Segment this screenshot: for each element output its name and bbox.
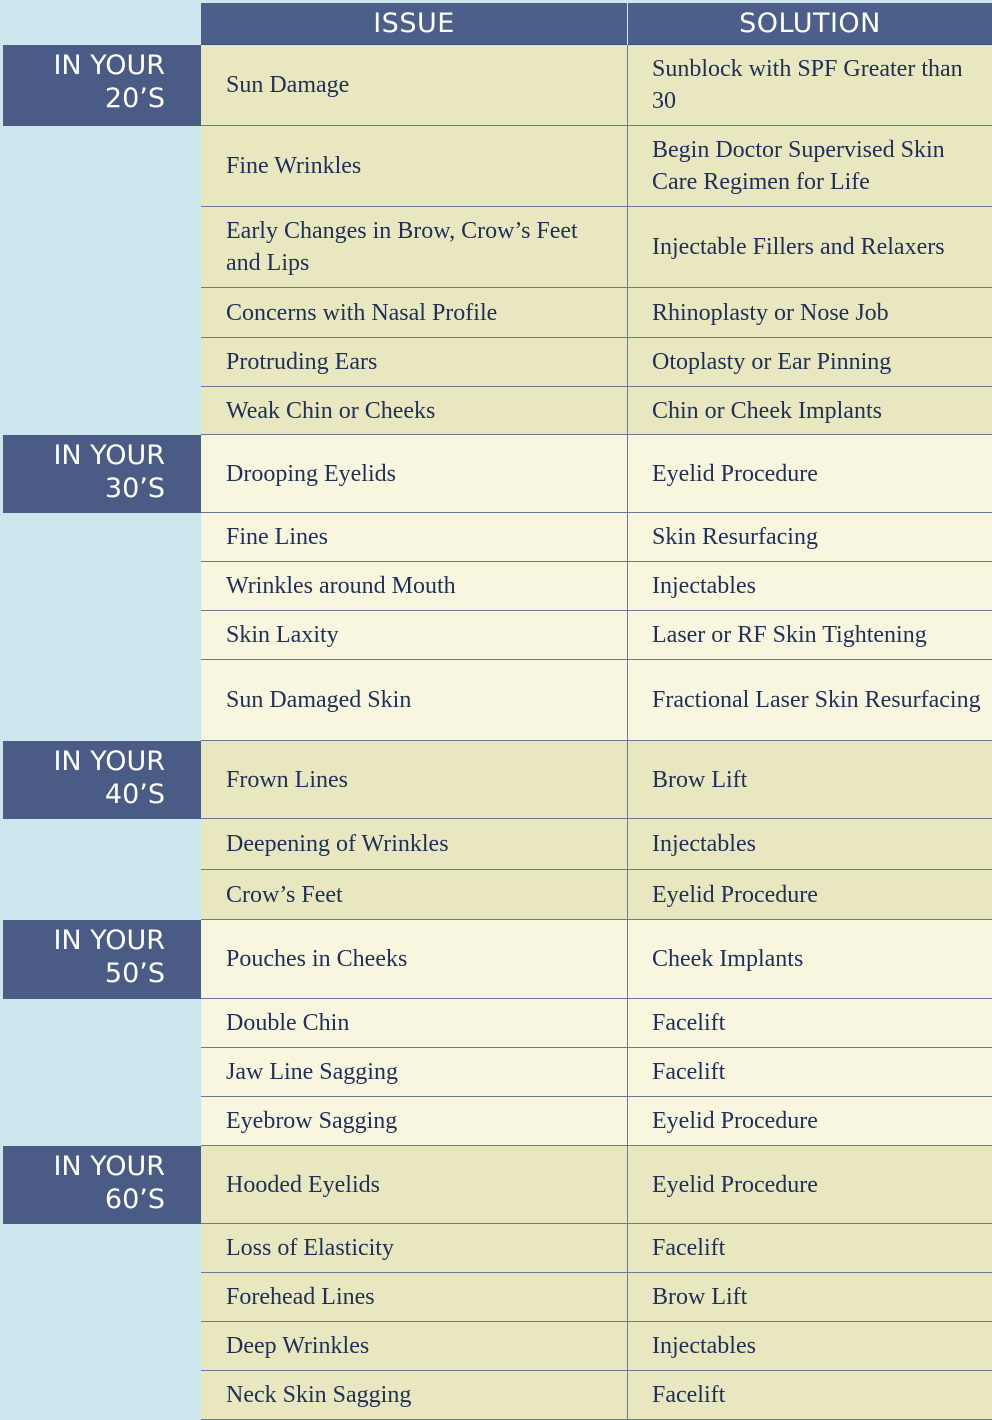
solution-cell: Injectables <box>652 1333 756 1359</box>
issue-cell: Hooded Eyelids <box>201 1146 628 1223</box>
solution-cell: Begin Doctor Supervised Skin Care Regimen for Life <box>652 137 945 195</box>
issue-cell: Sun Damaged Skin <box>201 660 628 740</box>
issue-cell: Forehead Lines <box>201 1273 628 1321</box>
issue-column-header: ISSUE <box>201 3 627 45</box>
table-row <box>201 660 992 741</box>
solution-cell: Eyelid Procedure <box>652 460 818 487</box>
age-group-label <box>3 920 201 999</box>
issue-cell: Sun Damage <box>201 45 628 125</box>
issue-cell: Protruding Ears <box>201 338 628 386</box>
solution-cell: Injectables <box>652 831 756 857</box>
issue-cell: Loss of Elasticity <box>201 1224 628 1272</box>
issue-cell: Pouches in Cheeks <box>201 920 628 998</box>
solution-cell: Eyelid Procedure <box>652 1108 818 1134</box>
solution-cell: Otoplasty or Ear Pinning <box>652 349 892 375</box>
age-group-line1: IN YOUR <box>53 746 165 777</box>
issue-cell: Fine Lines <box>201 513 628 561</box>
age-group-line2: 20’S <box>104 83 165 114</box>
table-row <box>201 819 992 870</box>
table-row <box>201 999 992 1048</box>
table-row <box>201 611 992 660</box>
solution-cell: Chin or Cheek Implants <box>652 397 882 424</box>
issue-cell: Skin Laxity <box>201 611 628 659</box>
solution-cell: Injectable Fillers and Relaxers <box>652 234 945 260</box>
solution-cell: Injectables <box>652 573 756 599</box>
table-row <box>201 207 992 288</box>
solution-cell: Fractional Laser Skin Resurfacing <box>652 687 981 713</box>
solution-cell: Skin Resurfacing <box>652 524 818 550</box>
age-group-line2: 60’S <box>104 1184 165 1215</box>
issue-cell: Crow’s Feet <box>201 870 628 919</box>
table-row <box>201 1322 992 1371</box>
solution-cell: Brow Lift <box>652 766 748 793</box>
solution-cell: Facelift <box>652 1235 726 1261</box>
solution-column-header: SOLUTION <box>628 3 992 45</box>
table-row <box>201 435 992 513</box>
age-group-label <box>3 741 201 819</box>
solution-cell: Cheek Implants <box>652 946 804 972</box>
table-row <box>201 1146 992 1224</box>
table-row <box>201 1224 992 1273</box>
table-row <box>201 338 992 387</box>
solution-cell: Eyelid Procedure <box>652 881 818 908</box>
age-group-line1: IN YOUR <box>53 1151 165 1182</box>
age-group-label <box>3 435 201 513</box>
issue-cell: Frown Lines <box>201 741 628 818</box>
solution-cell: Laser or RF Skin Tightening <box>652 622 927 648</box>
solution-cell: Facelift <box>652 1010 726 1036</box>
table-row <box>201 870 992 920</box>
issue-cell: Wrinkles around Mouth <box>201 562 628 610</box>
solution-cell: Facelift <box>652 1382 726 1408</box>
table-row <box>201 126 992 207</box>
issue-cell: Neck Skin Sagging <box>201 1371 628 1419</box>
table-row <box>201 288 992 338</box>
age-group-line2: 50’S <box>104 958 165 989</box>
age-group-line1: IN YOUR <box>53 925 165 956</box>
issue-cell: Deepening of Wrinkles <box>201 819 628 869</box>
age-group-line1: IN YOUR <box>53 440 165 471</box>
age-group-label <box>3 45 201 126</box>
issue-cell: Drooping Eyelids <box>201 435 628 512</box>
solution-cell: Rhinoplasty or Nose Job <box>652 299 889 326</box>
solution-cell: Brow Lift <box>652 1284 748 1310</box>
age-group-line2: 30’S <box>104 473 165 504</box>
age-group-line1: IN YOUR <box>53 50 165 81</box>
issue-cell: Deep Wrinkles <box>201 1322 628 1370</box>
table-row <box>201 45 992 126</box>
solution-cell: Eyelid Procedure <box>652 1171 818 1198</box>
table-row <box>201 1371 992 1420</box>
solution-cell: Sunblock with SPF Greater than 30 <box>652 56 963 114</box>
table-row <box>201 1097 992 1146</box>
issue-cell: Double Chin <box>201 999 628 1047</box>
table-row <box>201 513 992 562</box>
solution-cell: Facelift <box>652 1059 726 1085</box>
issue-cell: Weak Chin or Cheeks <box>201 387 628 434</box>
issue-cell: Concerns with Nasal Profile <box>201 288 628 337</box>
issue-cell: Early Changes in Brow, Crow’s Feet and Lips <box>201 207 628 287</box>
table-row <box>201 920 992 999</box>
table-row <box>201 741 992 819</box>
table-row <box>201 1273 992 1322</box>
age-group-line2: 40’S <box>104 779 165 810</box>
issue-cell: Jaw Line Sagging <box>201 1048 628 1096</box>
table-row <box>201 1048 992 1097</box>
table-row <box>201 562 992 611</box>
issue-cell: Eyebrow Sagging <box>201 1097 628 1145</box>
age-group-label <box>3 1146 201 1224</box>
issue-cell: Fine Wrinkles <box>201 126 628 206</box>
table-row <box>201 387 992 435</box>
